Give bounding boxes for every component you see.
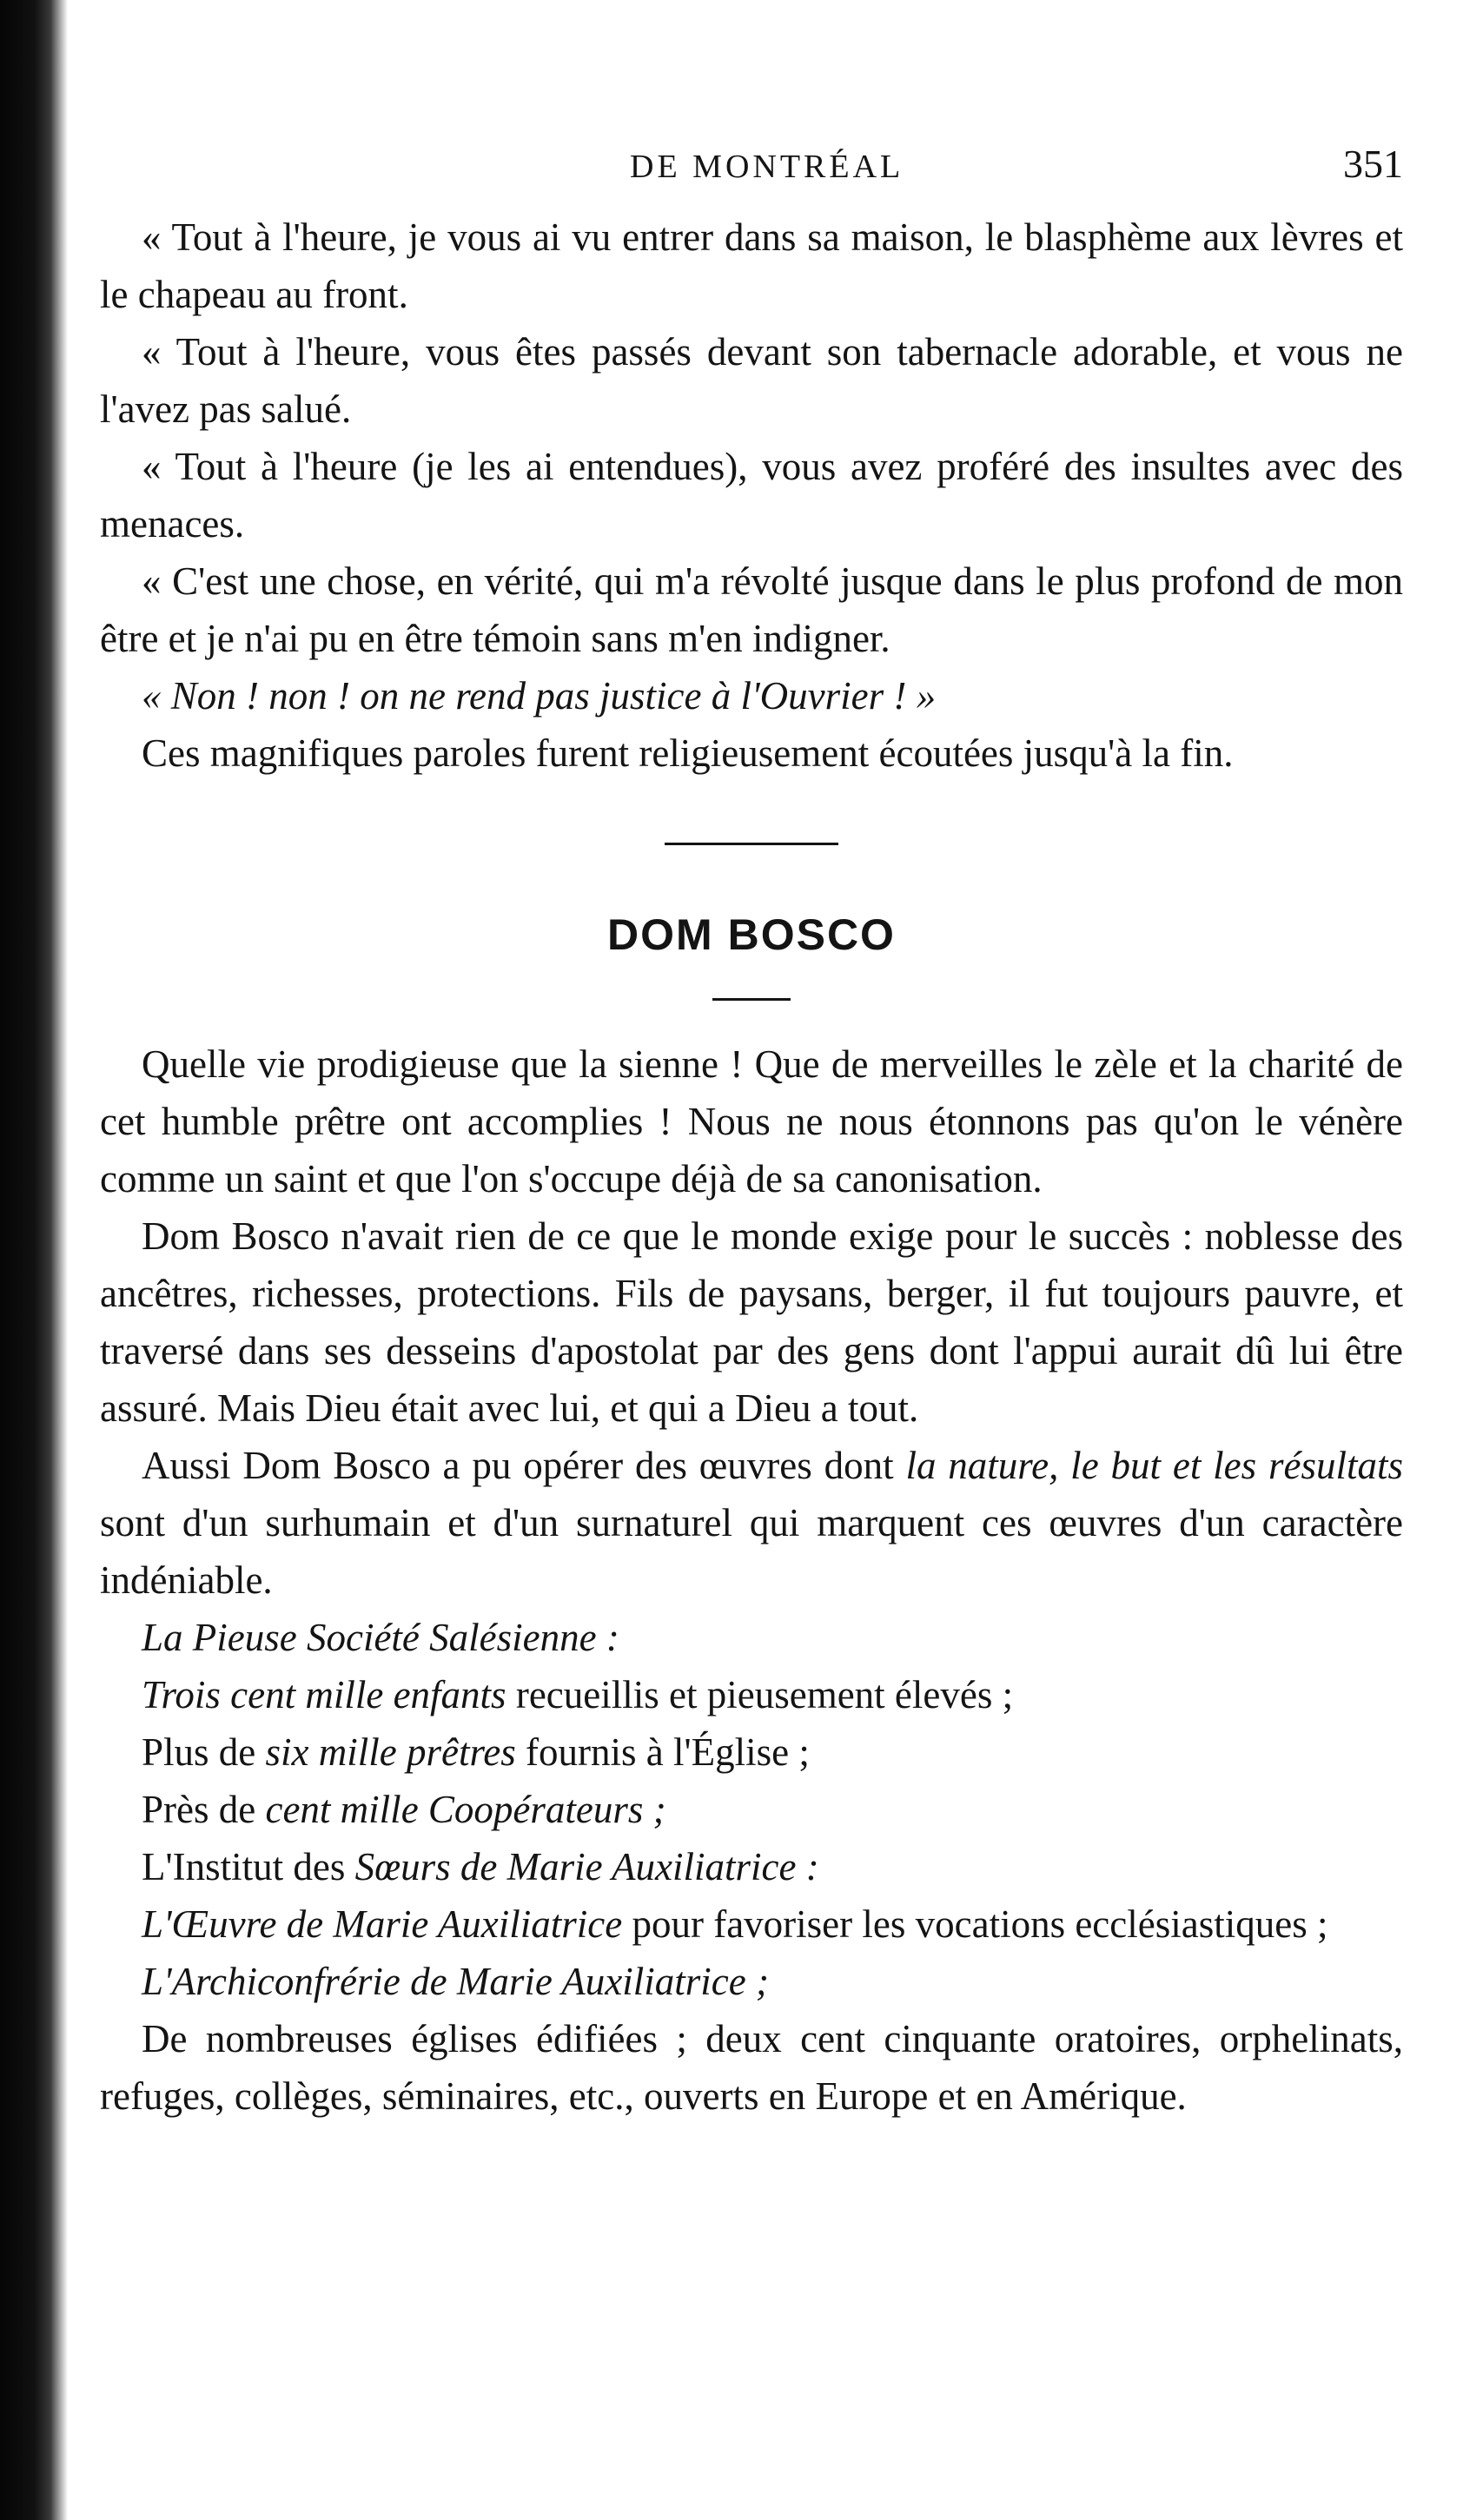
italic-run: L'Œuvre de Marie Auxiliatrice: [142, 1902, 623, 1946]
list-item: [100, 1953, 1403, 2010]
paragraph: Ces magnifiques paroles furent religieusement écoutées jusqu'à la fin.: [142, 731, 1234, 775]
text-run: Plus de: [142, 1730, 266, 1774]
section-title: DOM BOSCO: [607, 910, 896, 959]
italic-run: cent mille Coopérateurs ;: [265, 1788, 666, 1831]
book-binding-edge: [0, 0, 68, 2520]
italic-run: la nature, le but et les résultats: [905, 1444, 1404, 1487]
list-item: [100, 1838, 1403, 1895]
section-divider: [665, 843, 838, 845]
paragraph: « Tout à l'heure, vous êtes passés devant son tabernacle adorable, et vous ne l'avez pas salué.: [100, 330, 1403, 431]
list-item: [100, 1609, 1403, 1666]
italic-run: six mille prêtres: [265, 1730, 516, 1774]
italic-run: Sœurs de Marie Auxiliatrice :: [354, 1845, 819, 1888]
running-title: DE MONTRÉAL: [630, 149, 904, 185]
running-head: [100, 130, 1403, 208]
list-item: [100, 1895, 1403, 1953]
text-run: pour favoriser les vocations ecclésiastiques ;: [622, 1902, 1328, 1946]
text-run: L'Institut des: [142, 1845, 355, 1888]
text-run: recueillis et pieusement élevés ;: [506, 1673, 1014, 1716]
paragraph: [100, 1437, 1403, 1609]
italic-run: La Pieuse Société Salésienne :: [142, 1616, 619, 1659]
list-item: [100, 1723, 1403, 1781]
paragraph: Dom Bosco n'avait rien de ce que le monde exige pour le succès : noblesse des ancêtres, richesses, protections. Fils de paysans, berger, il fut toujours pauvre, et traversé dans ses desseins d'apostolat par des gens dont l'appui aurait dû lui être assuré. Mais Dieu était avec lui, et qui a Dieu a tout.: [100, 1214, 1403, 1430]
page-number: 351: [1343, 142, 1403, 186]
title-rule: [712, 998, 791, 1001]
text-run: sont d'un surhumain et d'un surnaturel qui marquent ces œuvres d'un caractère indéniable.: [100, 1501, 1403, 1602]
book-page: [100, 130, 1403, 2125]
paragraph: « C'est une chose, en vérité, qui m'a révolté jusque dans le plus profond de mon être et je n'ai pu en être témoin sans m'en indigner.: [100, 559, 1403, 660]
paragraph: « Tout à l'heure, je vous ai vu entrer dans sa maison, le blasphème aux lèvres et le chapeau au front.: [100, 215, 1403, 316]
list-item: [100, 1666, 1403, 1723]
quote-line: « Non ! non ! on ne rend pas justice à l'Ouvrier ! »: [142, 674, 937, 718]
text-run: Près de: [142, 1788, 266, 1831]
italic-run: L'Archiconfrérie de Marie Auxiliatrice ;: [142, 1960, 769, 2003]
text-run: fournis à l'Église ;: [515, 1730, 810, 1774]
paragraph: Quelle vie prodigieuse que la sienne ! Que de merveilles le zèle et la charité de cet humble prêtre ont accomplies ! Nous ne nous étonnons pas qu'on le vénère comme un saint et que l'on s'occupe déjà de sa canonisation.: [100, 1042, 1403, 1200]
text-run: De nombreuses églises édifiées ; deux cent cinquante oratoires, orphelinats, refuges, collèges, séminaires, etc., ouverts en Europe et en Amérique.: [100, 2017, 1403, 2118]
text-run: Aussi Dom Bosco a pu opérer des œuvres dont: [142, 1444, 906, 1487]
list-item: [100, 2010, 1403, 2125]
paragraph: « Tout à l'heure (je les ai entendues), vous avez proféré des insultes avec des menaces.: [100, 445, 1403, 546]
italic-run: Trois cent mille enfants: [142, 1673, 506, 1716]
list-item: [100, 1781, 1403, 1838]
